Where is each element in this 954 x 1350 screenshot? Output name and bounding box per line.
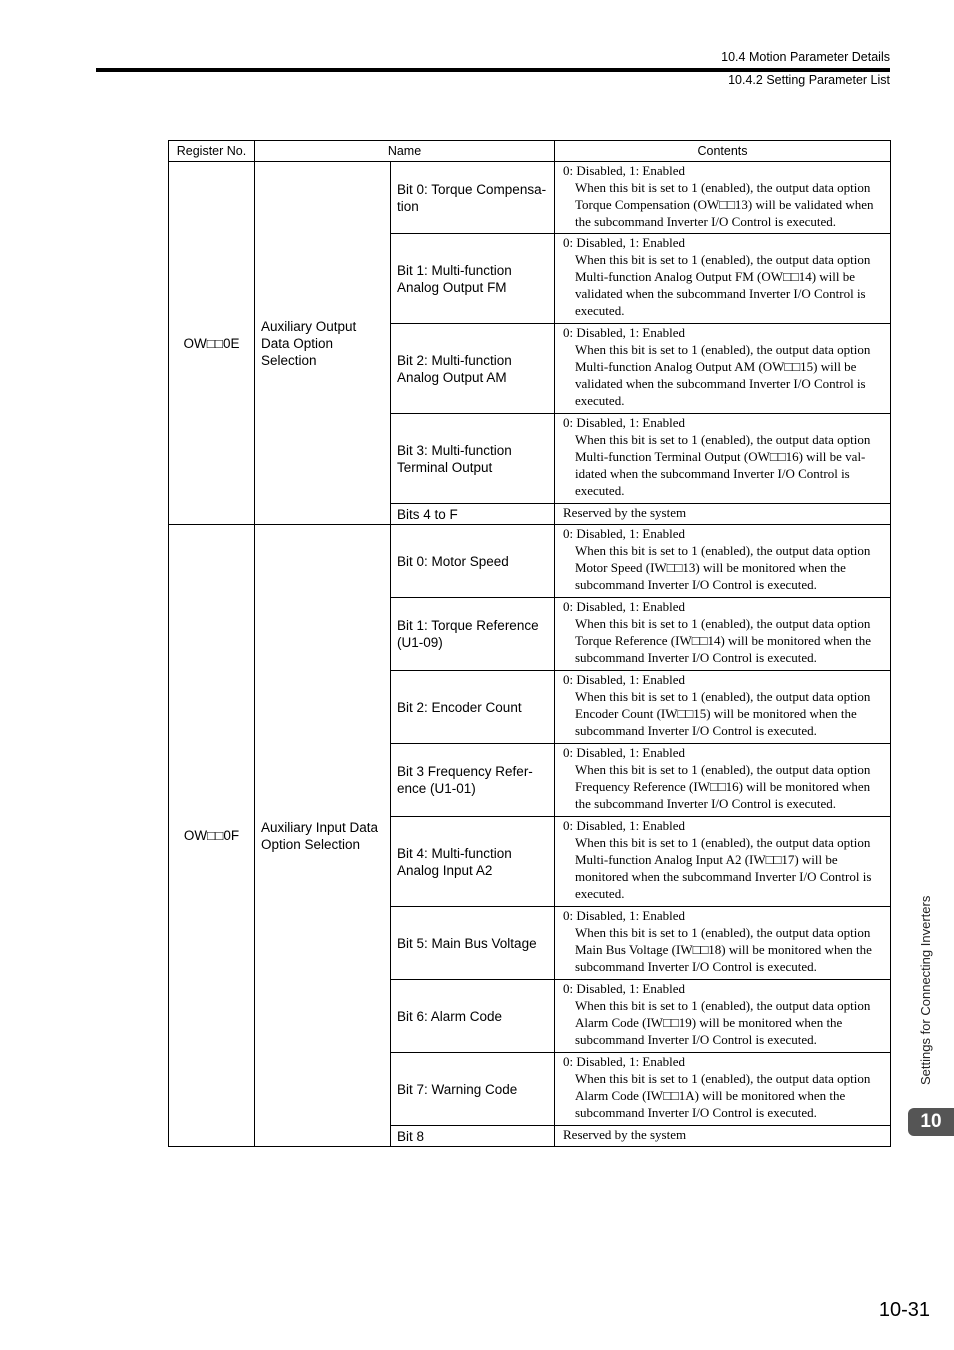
contents-lead: Reserved by the system — [563, 505, 687, 520]
contents-lead: 0: Disabled, 1: Enabled — [563, 981, 686, 996]
bit-label: Bit 7: Warning Code — [391, 1053, 555, 1126]
bit-label: Bit 3: Multi-function Terminal Output — [391, 414, 555, 504]
bit-contents — [555, 598, 891, 671]
contents-lead: 0: Disabled, 1: Enabled — [563, 325, 686, 340]
bit-label: Bit 8 — [391, 1126, 555, 1147]
table-row — [169, 162, 891, 234]
contents-description: When this bit is set to 1 (enabled), the output data option Torque Reference (IW□□14) will be monitored when the subcommand Inverter I/O Control is executed. — [575, 616, 871, 665]
contents-description: When this bit is set to 1 (enabled), the output data option Multi-function Analog Output FM (OW□□14) will be validated when the subcommand Inverter I/O Control is executed. — [575, 252, 871, 318]
header-rule — [96, 68, 890, 72]
bit-label: Bits 4 to F — [391, 504, 555, 525]
bit-contents — [555, 671, 891, 744]
bit-contents — [555, 504, 891, 525]
table-row — [169, 525, 891, 598]
contents-lead: Reserved by the system — [563, 1127, 687, 1142]
bit-contents — [555, 414, 891, 504]
contents-lead: 0: Disabled, 1: Enabled — [563, 526, 686, 541]
bit-contents — [555, 234, 891, 324]
contents-lead: 0: Disabled, 1: Enabled — [563, 745, 686, 760]
bit-label: Bit 6: Alarm Code — [391, 980, 555, 1053]
bit-label: Bit 2: Encoder Count — [391, 671, 555, 744]
contents-description: When this bit is set to 1 (enabled), the output data option Torque Compensation (OW□□13) will be validated when the subcommand Inverter I/O Control is executed. — [575, 180, 874, 229]
contents-lead: 0: Disabled, 1: Enabled — [563, 908, 686, 923]
contents-lead: 0: Disabled, 1: Enabled — [563, 415, 686, 430]
column-header-register: Register No. — [169, 141, 255, 162]
subsection-heading: 10.4.2 Setting Parameter List — [728, 73, 890, 87]
bit-contents — [555, 1053, 891, 1126]
contents-description: When this bit is set to 1 (enabled), the output data option Main Bus Voltage (IW□□18) will be monitored when the subcommand Inverter I/O Control is executed. — [575, 925, 872, 974]
register-number: OW□□0F — [169, 525, 255, 1147]
table-body — [169, 162, 891, 1147]
chapter-number-tab: 10 — [908, 1108, 954, 1136]
bit-contents — [555, 907, 891, 980]
parameter-name: Auxiliary Input Data Option Selection — [255, 525, 391, 1147]
bit-contents — [555, 162, 891, 234]
contents-description: When this bit is set to 1 (enabled), the output data option Multi-function Analog Input A2 (IW□□17) will be monitored when the subcommand Inverter I/O Control is executed. — [575, 835, 872, 901]
register-number: OW□□0E — [169, 162, 255, 525]
bit-label: Bit 0: Torque Compensa-tion — [391, 162, 555, 234]
contents-description: When this bit is set to 1 (enabled), the output data option Frequency Reference (IW□□16) will be monitored when the subcommand Inverter I/O Control is executed. — [575, 762, 871, 811]
bit-label: Bit 5: Main Bus Voltage — [391, 907, 555, 980]
bit-contents — [555, 980, 891, 1053]
column-header-name: Name — [255, 141, 555, 162]
contents-lead: 0: Disabled, 1: Enabled — [563, 163, 686, 178]
contents-description: When this bit is set to 1 (enabled), the output data option Alarm Code (IW□□19) will be monitored when the subcommand Inverter I/O Control is executed. — [575, 998, 871, 1047]
contents-description: When this bit is set to 1 (enabled), the output data option Motor Speed (IW□□13) will be monitored when the subcommand Inverter I/O Control is executed. — [575, 543, 871, 592]
section-heading: 10.4 Motion Parameter Details — [721, 50, 890, 64]
page-number: 10-31 — [878, 1299, 930, 1321]
contents-description: When this bit is set to 1 (enabled), the output data option Encoder Count (IW□□15) will be monitored when the subcommand Inverter I/O Control is executed. — [575, 689, 871, 738]
contents-lead: 0: Disabled, 1: Enabled — [563, 599, 686, 614]
contents-lead: 0: Disabled, 1: Enabled — [563, 235, 686, 250]
contents-description: When this bit is set to 1 (enabled), the output data option Multi-function Terminal Output (OW□□16) will be val-idated when the subcommand Inverter I/O Control is executed. — [575, 432, 871, 498]
parameter-table — [168, 140, 891, 1147]
bit-label: Bit 2: Multi-function Analog Output AM — [391, 324, 555, 414]
contents-lead: 0: Disabled, 1: Enabled — [563, 818, 686, 833]
bit-contents — [555, 817, 891, 907]
parameter-name: Auxiliary Output Data Option Selection — [255, 162, 391, 525]
contents-description: When this bit is set to 1 (enabled), the output data option Multi-function Analog Output AM (OW□□15) will be validated when the subcommand Inverter I/O Control is executed. — [575, 342, 871, 408]
contents-description: When this bit is set to 1 (enabled), the output data option Alarm Code (IW□□1A) will be monitored when the subcommand Inverter I/O Control is executed. — [575, 1071, 871, 1120]
table-header-row — [169, 141, 891, 162]
bit-label: Bit 0: Motor Speed — [391, 525, 555, 598]
contents-lead: 0: Disabled, 1: Enabled — [563, 1054, 686, 1069]
bit-contents — [555, 525, 891, 598]
bit-label: Bit 1: Multi-function Analog Output FM — [391, 234, 555, 324]
bit-label: Bit 1: Torque Reference (U1-09) — [391, 598, 555, 671]
bit-label: Bit 3 Frequency Refer-ence (U1-01) — [391, 744, 555, 817]
bit-contents — [555, 1126, 891, 1147]
column-header-contents: Contents — [555, 141, 891, 162]
chapter-side-title: Settings for Connecting Inverters — [918, 895, 933, 1085]
bit-contents — [555, 744, 891, 817]
contents-lead: 0: Disabled, 1: Enabled — [563, 672, 686, 687]
bit-contents — [555, 324, 891, 414]
bit-label: Bit 4: Multi-function Analog Input A2 — [391, 817, 555, 907]
